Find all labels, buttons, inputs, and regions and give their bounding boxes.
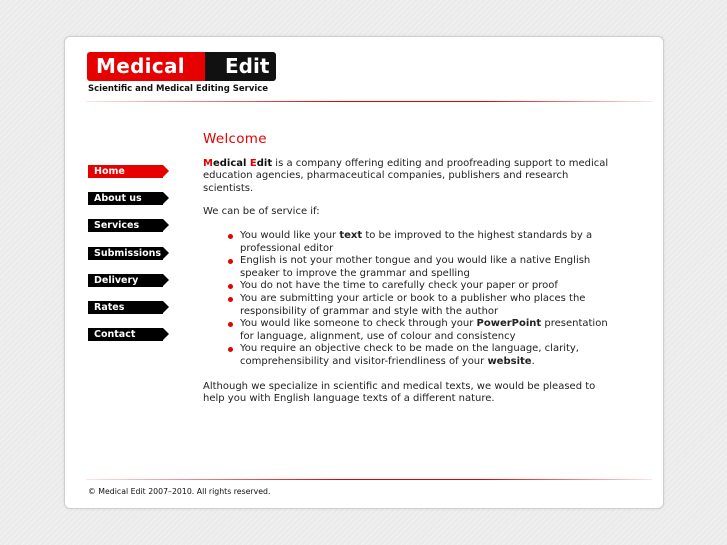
nav-item-services[interactable]: Services xyxy=(88,219,163,232)
list-item-bold: text xyxy=(339,229,363,241)
list-item xyxy=(240,343,613,368)
nav-item-submissions[interactable]: Submissions xyxy=(88,247,163,260)
main-nav xyxy=(88,165,163,355)
page-title: Welcome xyxy=(203,131,267,147)
service-list xyxy=(203,230,613,369)
brand-dit: dit xyxy=(256,157,273,169)
list-item xyxy=(240,318,613,343)
list-item-text: English is not your mother tongue and you would like a native English speaker to improve the grammar and spelling xyxy=(240,255,591,279)
list-item-text: You do not have the time to carefully check your paper or proof xyxy=(240,280,558,292)
list-item-bold: PowerPoint xyxy=(476,318,542,330)
logo[interactable] xyxy=(87,52,276,81)
list-item-text: . xyxy=(531,355,535,367)
tagline: Scientific and Medical Editing Service xyxy=(88,84,269,94)
list-item-text: You require an objective check to be made on the language, clarity, comprehensibility and visitor-friendliness of your xyxy=(240,343,579,367)
intro-text: is a company offering editing and proofreading support to medical education agencies, pharmaceutical companies, publishers and research scientists. xyxy=(203,157,609,194)
nav-item-contact[interactable]: Contact xyxy=(88,328,163,341)
list-item xyxy=(240,280,613,293)
nav-item-about-us[interactable]: About us xyxy=(88,192,163,205)
list-item-text: You would like your xyxy=(240,229,340,241)
header-divider xyxy=(86,101,652,102)
nav-item-delivery[interactable]: Delivery xyxy=(88,274,163,287)
logo-edit: Edit xyxy=(205,52,276,81)
footer-divider xyxy=(86,479,652,480)
brand-e: E xyxy=(249,157,257,169)
list-item-text: presentation for language, alignment, use of colour and consistency xyxy=(240,318,608,342)
list-item-text: to be improved to the highest standards by a professional editor xyxy=(240,229,593,254)
intro-paragraph xyxy=(203,158,613,196)
list-item-bold: website xyxy=(487,355,532,367)
lead-paragraph: We can be of service if: xyxy=(203,206,320,218)
footer-copyright: © Medical Edit 2007–2010. All rights reserved. xyxy=(88,487,271,496)
list-item xyxy=(240,230,613,255)
closing-paragraph: Although we specialize in scientific and medical texts, we would be pleased to help you with English language texts of a different nature. xyxy=(203,380,596,405)
brand-edical: edical xyxy=(212,157,250,169)
list-item-text: You are submitting your article or book to a publisher who places the responsibility of grammar and style with the author xyxy=(240,292,586,317)
nav-item-home[interactable]: Home xyxy=(88,165,163,178)
page-card xyxy=(64,36,664,509)
main-content xyxy=(203,133,613,417)
list-item-text: You would like someone to check through your xyxy=(240,318,477,330)
nav-item-rates[interactable]: Rates xyxy=(88,301,163,314)
list-item xyxy=(240,293,613,318)
brand-m: M xyxy=(203,157,213,169)
list-item xyxy=(240,255,613,280)
logo-medical: Medical xyxy=(87,52,205,81)
